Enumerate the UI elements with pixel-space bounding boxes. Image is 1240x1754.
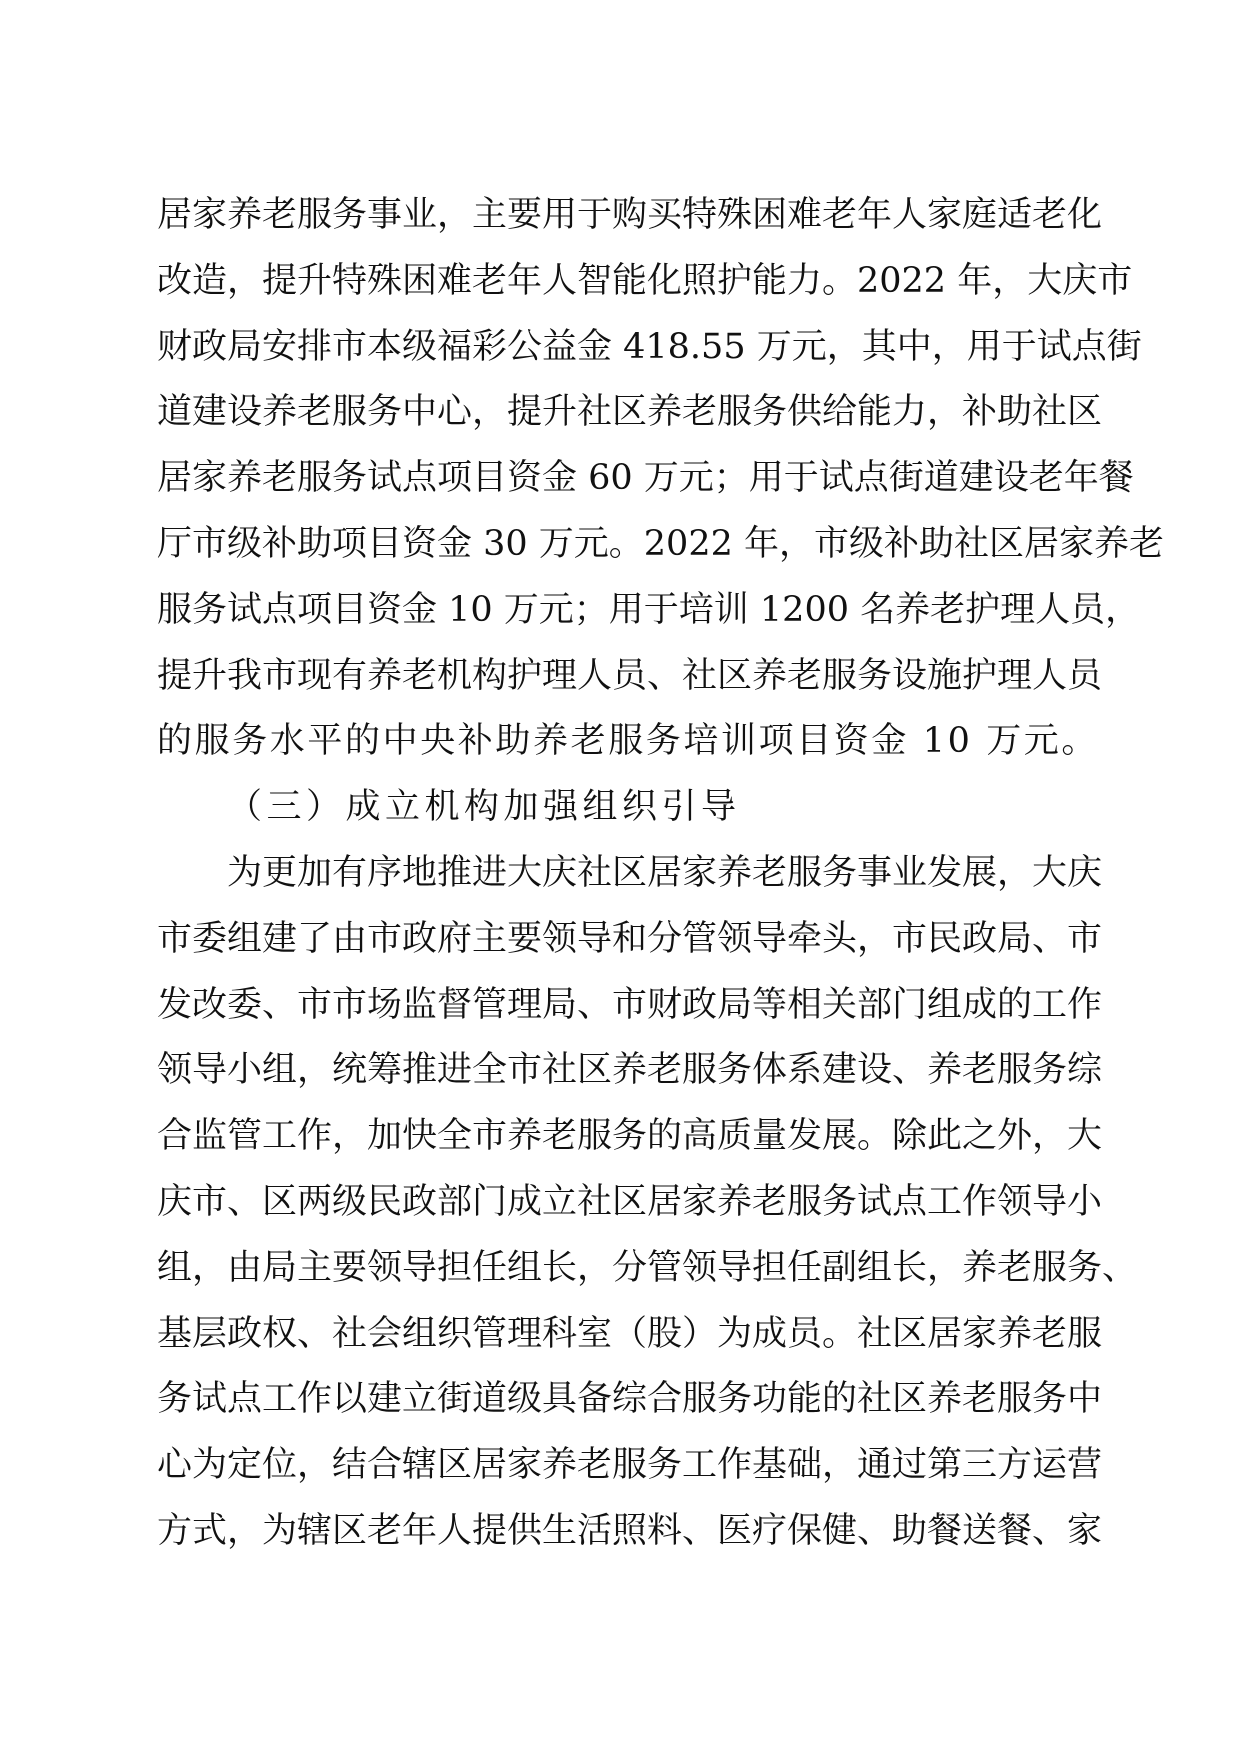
paragraph-line: 方式，为辖区老年人提供生活照料、医疗保健、助餐送餐、家 — [157, 1510, 1103, 1551]
section-heading: （三）成立机构加强组织引导 — [227, 787, 741, 828]
paragraph-line: 务试点工作以建立街道级具备综合服务功能的社区养老服务中 — [157, 1379, 1103, 1420]
paragraph-line: 居家养老服务事业，主要用于购买特殊困难老年人家庭适老化 — [157, 195, 1103, 235]
paragraph-line: 道建设养老服务中心，提升社区养老服务供给能力，补助社区 — [157, 392, 1103, 433]
paragraph-line: 组，由局主要领导担任组长，分管领导担任副组长，养老服务、 — [157, 1247, 1138, 1288]
paragraph-line: 心为定位，结合辖区居家养老服务工作基础，通过第三方运营 — [157, 1445, 1103, 1486]
paragraph-line: 为更加有序地推进大庆社区居家养老服务事业发展，大庆 — [227, 852, 1103, 893]
paragraph-line: 居家养老服务试点项目资金 60 万元；用于试点街道建设老年餐 — [157, 458, 1134, 499]
paragraph-line: 庆市、区两级民政部门成立社区居家养老服务试点工作领导小 — [157, 1181, 1103, 1222]
paragraph-line: 提升我市现有养老机构护理人员、社区养老服务设施护理人员 — [157, 655, 1103, 696]
paragraph-line: 改造，提升特殊困难老年人智能化照护能力。2022 年，大庆市 — [157, 260, 1133, 301]
paragraph-line: 市委组建了由市政府主要领导和分管领导牵头，市民政局、市 — [157, 918, 1103, 959]
paragraph-line: 财政局安排市本级福彩公益金 418.55 万元，其中，用于试点街 — [157, 326, 1142, 367]
paragraph-line: 发改委、市市场监督管理局、市财政局等相关部门组成的工作 — [157, 984, 1103, 1025]
paragraph-line: 服务试点项目资金 10 万元；用于培训 1200 名养老护理人员， — [157, 589, 1141, 630]
paragraph-line: 基层政权、社会组织管理科室（股）为成员。社区居家养老服 — [157, 1313, 1103, 1354]
paragraph-line: 合监管工作，加快全市养老服务的高质量发展。除此之外，大 — [157, 1116, 1103, 1157]
paragraph-line: 领导小组，统筹推进全市社区养老服务体系建设、养老服务综 — [157, 1050, 1103, 1091]
document-body — [157, 183, 1164, 1565]
paragraph-line: 的服务水平的中央补助养老服务培训项目资金 10 万元。 — [157, 721, 1099, 762]
paragraph-line: 厅市级补助项目资金 30 万元。2022 年，市级补助社区居家养老 — [157, 523, 1164, 564]
